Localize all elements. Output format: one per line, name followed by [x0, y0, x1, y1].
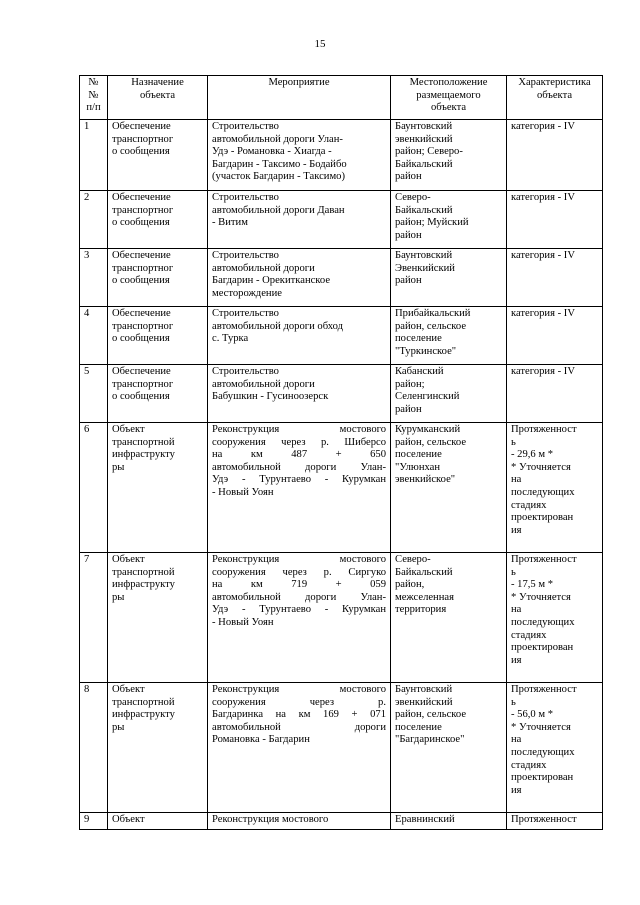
text-line: Багдаринка на км 169 + 071: [212, 709, 386, 721]
characteristic-cell: [507, 683, 603, 813]
text-line: Курумканский: [395, 424, 461, 435]
text-line: Обеспечение: [112, 308, 171, 319]
text-line: транспортной: [112, 696, 175, 708]
table-row: [80, 191, 603, 249]
text-line: Реконструкция мостового: [212, 554, 386, 565]
text-line: Удэ - Романовка - Хиагда -: [212, 146, 332, 158]
row-number-cell: [80, 423, 108, 553]
page-number: 15: [314, 38, 326, 50]
text-line: автомобильной дороги Даван: [212, 204, 345, 216]
text-line: о сообщения: [112, 333, 170, 345]
text-line: Протяженност: [511, 814, 577, 825]
text-line: автомобильной дороги Улан-: [212, 461, 386, 473]
text-line: о сообщения: [112, 146, 170, 158]
table-row: [80, 683, 603, 813]
text-line: сооружения через р. Шиберсо: [212, 436, 386, 448]
purpose-cell: [108, 307, 208, 365]
text-line: район, сельское: [395, 709, 467, 721]
text-line: - Новый Уоян: [212, 486, 274, 498]
characteristic-cell: [507, 423, 603, 553]
text-line: поселение: [395, 721, 442, 733]
table-row: [80, 365, 603, 423]
action-cell: [208, 365, 391, 423]
text-line: "Багдаринское": [395, 734, 465, 746]
purpose-cell: [108, 191, 208, 249]
text-line: транспортног: [112, 320, 174, 332]
text-line: Местоположение: [409, 77, 488, 88]
header-purpose: [108, 76, 208, 120]
text-line: автомобильной дороги Улан-: [212, 133, 343, 145]
text-line: на: [511, 474, 522, 486]
characteristic-cell: [507, 365, 603, 423]
text-line: месторождение: [212, 287, 282, 299]
text-line: с. Турка: [212, 333, 249, 345]
text-line: Байкальский: [395, 204, 453, 216]
row-number-cell: [80, 191, 108, 249]
text-line: инфраструкту: [112, 449, 175, 461]
text-line: ры: [112, 461, 125, 473]
action-cell: [208, 249, 391, 307]
location-cell: [391, 553, 507, 683]
text-line: район, сельское: [395, 436, 467, 448]
text-line: ия: [511, 524, 522, 536]
text-line: * Уточняется: [511, 591, 571, 603]
text-line: Северо-: [395, 192, 431, 203]
text-line: район;: [395, 378, 425, 390]
text-line: 2: [84, 192, 90, 203]
location-cell: [391, 120, 507, 191]
text-line: Удэ - Турунтаево - Курумкан: [212, 474, 386, 486]
text-line: на: [511, 734, 522, 746]
text-line: Объект: [112, 684, 145, 695]
text-line: 1: [84, 121, 90, 132]
text-line: №: [88, 77, 99, 88]
text-line: 3: [84, 250, 90, 261]
text-line: 7: [84, 554, 90, 565]
text-line: транспортной: [112, 436, 175, 448]
location-cell: [391, 307, 507, 365]
table-body: [80, 120, 603, 830]
text-line: территория: [395, 604, 447, 616]
text-line: сооружения через р.: [212, 696, 386, 708]
text-line: автомобильной дороги: [212, 378, 315, 390]
text-line: 9: [84, 814, 90, 825]
row-number-cell: [80, 683, 108, 813]
location-cell: [391, 683, 507, 813]
text-line: транспортног: [112, 378, 174, 390]
text-line: Строительство: [212, 192, 279, 203]
text-line: инфраструкту: [112, 579, 175, 591]
text-line: Реконструкция мостового: [212, 684, 386, 695]
text-line: * Уточняется: [511, 461, 571, 473]
text-line: проектирован: [511, 772, 574, 784]
text-line: проектирован: [511, 642, 574, 654]
text-line: Кабанский: [395, 366, 444, 377]
text-line: - Витим: [212, 217, 248, 229]
text-line: последующих: [511, 616, 575, 628]
characteristic-cell: [507, 553, 603, 683]
header-action: [208, 76, 391, 120]
text-line: транспортног: [112, 262, 174, 274]
text-line: ь: [511, 566, 516, 578]
purpose-cell: [108, 423, 208, 553]
text-line: район; Северо-: [395, 146, 463, 158]
text-line: стадиях: [511, 629, 547, 641]
text-line: Строительство: [212, 121, 279, 132]
text-line: 5: [84, 366, 90, 377]
header-number: [80, 76, 108, 120]
header-location: [391, 76, 507, 120]
text-line: "Улюнхан: [395, 461, 441, 473]
text-line: автомобильной дороги обход: [212, 320, 343, 332]
text-line: район: [395, 229, 422, 241]
text-line: категория - IV: [511, 250, 575, 261]
text-line: категория - IV: [511, 366, 575, 377]
text-line: Строительство: [212, 308, 279, 319]
action-cell: [208, 683, 391, 813]
text-line: транспортног: [112, 204, 174, 216]
characteristic-cell: [507, 249, 603, 307]
action-cell: [208, 423, 391, 553]
text-line: последующих: [511, 746, 575, 758]
text-line: Баунтовский: [395, 684, 453, 695]
text-line: п/п: [86, 102, 101, 114]
text-line: Романовка - Багдарин: [212, 734, 310, 746]
text-line: Удэ - Турунтаево - Курумкан: [212, 604, 386, 616]
text-line: 8: [84, 684, 90, 695]
text-line: о сообщения: [112, 275, 170, 287]
text-line: 4: [84, 308, 90, 319]
location-cell: [391, 249, 507, 307]
characteristic-cell: [507, 813, 603, 830]
purpose-cell: [108, 813, 208, 830]
text-line: стадиях: [511, 759, 547, 771]
purpose-cell: [108, 553, 208, 683]
text-line: Обеспечение: [112, 250, 171, 261]
text-line: район; Муйский: [395, 217, 469, 229]
purpose-cell: [108, 683, 208, 813]
text-line: категория - IV: [511, 121, 575, 132]
text-line: Баунтовский: [395, 121, 453, 132]
text-line: объекта: [536, 89, 573, 101]
text-line: на км 487 + 650: [212, 449, 386, 461]
objects-table: [79, 75, 603, 830]
text-line: Обеспечение: [112, 366, 171, 377]
text-line: автомобильной дороги: [212, 262, 315, 274]
text-line: поселение: [395, 449, 442, 461]
text-line: район: [395, 171, 422, 183]
row-number-cell: [80, 249, 108, 307]
text-line: Байкальский: [395, 158, 453, 170]
row-number-cell: [80, 307, 108, 365]
text-line: транспортног: [112, 133, 174, 145]
table-row: [80, 249, 603, 307]
table-row: [80, 553, 603, 683]
text-line: эвенкийский: [395, 696, 453, 708]
text-line: межселенная: [395, 591, 454, 603]
text-line: Протяженност: [511, 554, 577, 565]
text-line: район, сельское: [395, 320, 467, 332]
text-line: Багдарин - Таксимо - Бодайбо: [212, 158, 347, 170]
text-line: Реконструкция мостового: [212, 424, 386, 435]
text-line: сооружения через р. Сиргуко: [212, 566, 386, 578]
text-line: (участок Багдарин - Таксимо): [212, 171, 345, 183]
text-line: - Новый Уоян: [212, 616, 274, 628]
text-line: ь: [511, 696, 516, 708]
table-row: [80, 307, 603, 365]
action-cell: [208, 813, 391, 830]
text-line: Строительство: [212, 250, 279, 261]
text-line: ия: [511, 654, 522, 666]
text-line: поселение: [395, 333, 442, 345]
action-cell: [208, 120, 391, 191]
action-cell: [208, 307, 391, 365]
text-line: Назначение: [131, 77, 184, 88]
text-line: эвенкийское": [395, 474, 456, 486]
row-number-cell: [80, 553, 108, 683]
text-line: автомобильной дороги: [212, 721, 386, 733]
text-line: район: [395, 275, 422, 287]
row-number-cell: [80, 813, 108, 830]
text-line: Баунтовский: [395, 250, 453, 261]
characteristic-cell: [507, 307, 603, 365]
purpose-cell: [108, 365, 208, 423]
text-line: объекта: [430, 102, 467, 114]
text-line: проектирован: [511, 512, 574, 524]
text-line: ь: [511, 436, 516, 448]
text-line: Объект: [112, 554, 145, 565]
text-line: автомобильной дороги Улан-: [212, 591, 386, 603]
characteristic-cell: [507, 120, 603, 191]
text-line: - 56,0 м *: [511, 709, 554, 721]
characteristic-cell: [507, 191, 603, 249]
text-line: "Туркинское": [395, 345, 457, 357]
text-line: №: [88, 89, 99, 101]
text-line: ры: [112, 721, 125, 733]
text-line: Обеспечение: [112, 121, 171, 132]
text-line: Строительство: [212, 366, 279, 377]
text-line: Прибайкальский: [395, 308, 471, 319]
text-line: на: [511, 604, 522, 616]
location-cell: [391, 423, 507, 553]
text-line: Реконструкция мостового: [212, 814, 329, 825]
text-line: Селенгинский: [395, 391, 460, 403]
purpose-cell: [108, 249, 208, 307]
location-cell: [391, 365, 507, 423]
text-line: Бабушкин - Гусиноозерск: [212, 391, 329, 403]
text-line: транспортной: [112, 566, 175, 578]
text-line: стадиях: [511, 499, 547, 511]
text-line: Эвенкийский: [395, 262, 455, 274]
text-line: Багдарин - Орекитканское: [212, 275, 331, 287]
text-line: эвенкийский: [395, 133, 453, 145]
text-line: Объект: [112, 814, 145, 825]
action-cell: [208, 191, 391, 249]
text-line: о сообщения: [112, 217, 170, 229]
text-line: - 29,6 м *: [511, 449, 554, 461]
text-line: Протяженност: [511, 684, 577, 695]
action-cell: [208, 553, 391, 683]
purpose-cell: [108, 120, 208, 191]
text-line: категория - IV: [511, 308, 575, 319]
text-line: район,: [395, 579, 425, 591]
text-line: последующих: [511, 486, 575, 498]
text-line: Байкальский: [395, 566, 453, 578]
table-row: [80, 813, 603, 830]
table-header-row: [80, 76, 603, 120]
text-line: Мероприятие: [268, 77, 330, 88]
text-line: ия: [511, 784, 522, 796]
text-line: * Уточняется: [511, 721, 571, 733]
location-cell: [391, 191, 507, 249]
text-line: Протяженност: [511, 424, 577, 435]
row-number-cell: [80, 365, 108, 423]
text-line: Северо-: [395, 554, 431, 565]
text-line: Еравнинский: [395, 814, 455, 825]
text-line: Обеспечение: [112, 192, 171, 203]
text-line: 6: [84, 424, 90, 435]
location-cell: [391, 813, 507, 830]
text-line: Объект: [112, 424, 145, 435]
text-line: на км 719 + 059: [212, 579, 386, 591]
table-row: [80, 423, 603, 553]
text-line: категория - IV: [511, 192, 575, 203]
text-line: размещаемого: [416, 89, 481, 101]
header-characteristic: [507, 76, 603, 120]
text-line: район: [395, 403, 422, 415]
text-line: инфраструкту: [112, 709, 175, 721]
text-line: объекта: [139, 89, 176, 101]
text-line: - 17,5 м *: [511, 579, 554, 591]
table-row: [80, 120, 603, 191]
row-number-cell: [80, 120, 108, 191]
text-line: о сообщения: [112, 391, 170, 403]
text-line: Характеристика: [518, 77, 591, 88]
text-line: ры: [112, 591, 125, 603]
